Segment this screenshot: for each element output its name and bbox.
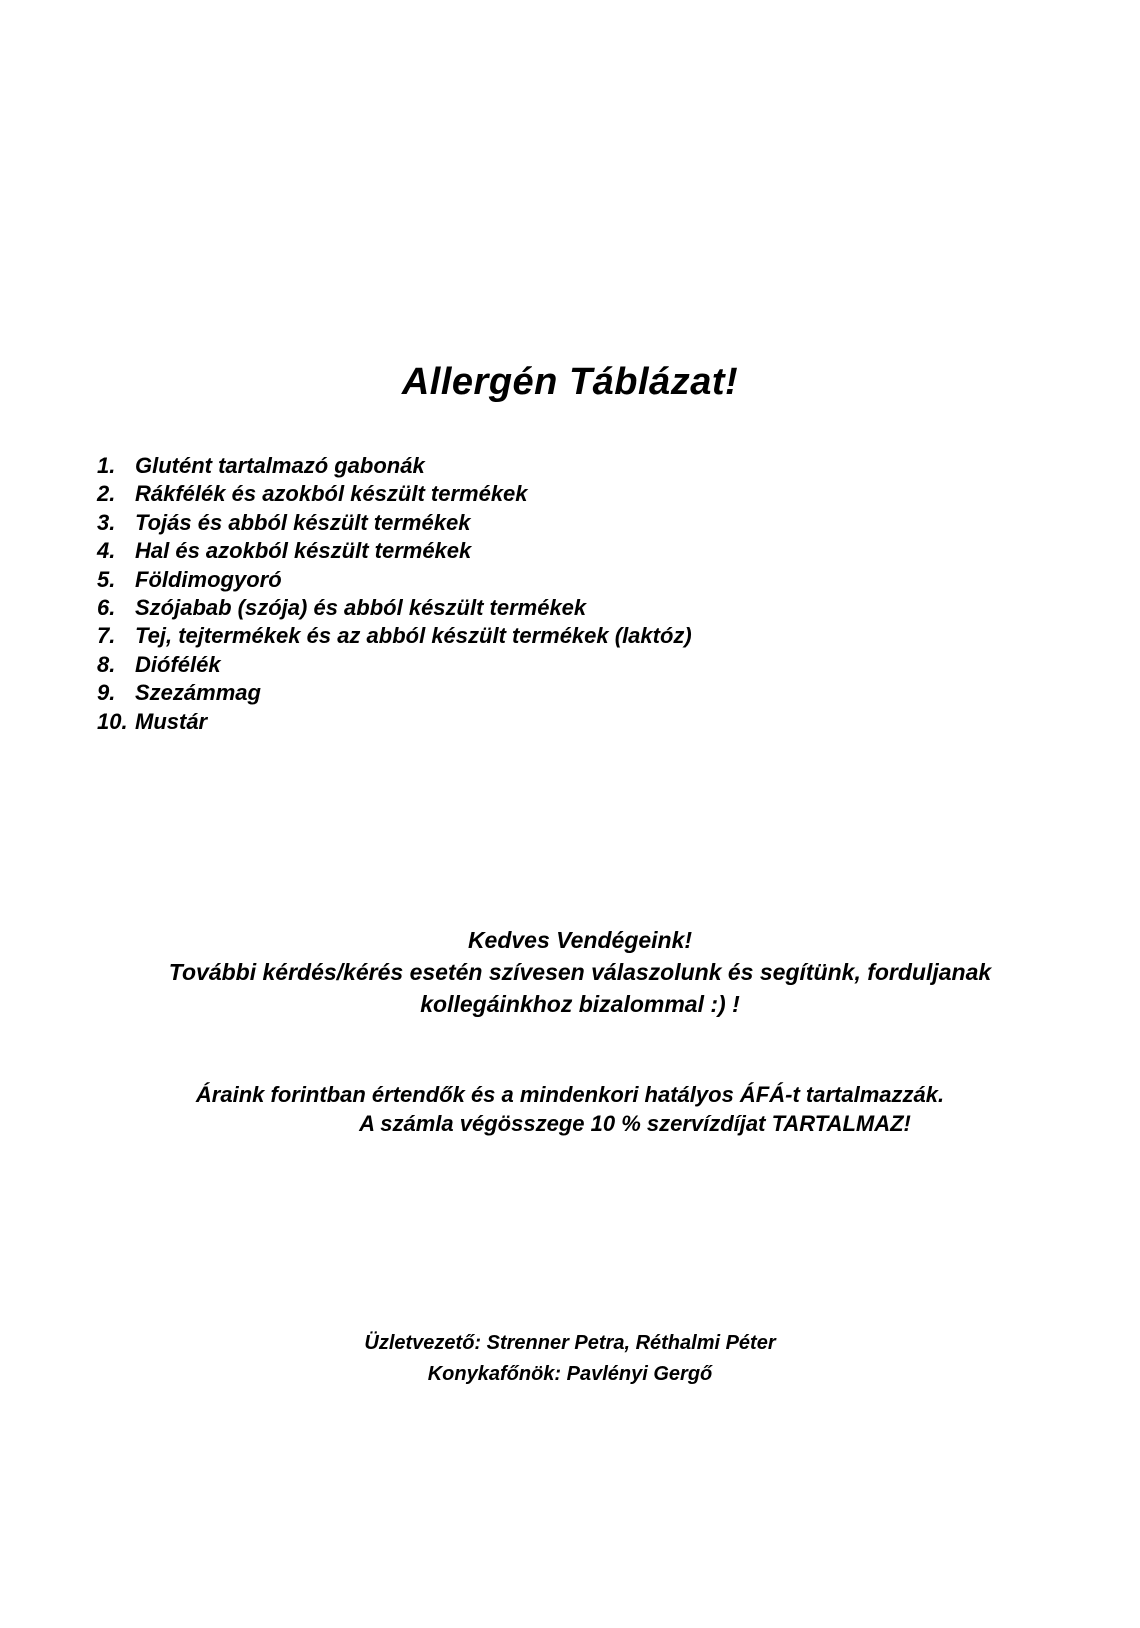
pricing-note-line: A számla végösszege 10 % szervízdíjat TARTALMAZ! xyxy=(359,1111,911,1136)
list-item xyxy=(97,509,857,537)
list-item xyxy=(97,708,857,736)
page-title: Allergén Táblázat! xyxy=(401,361,739,403)
list-item-number: 5. xyxy=(97,566,116,592)
list-item xyxy=(97,452,857,480)
staff-manager-line: Üzletvezető: Strenner Petra, Réthalmi Péter xyxy=(364,1332,776,1354)
staff-note xyxy=(0,1328,1140,1390)
staff-chef-line: Konykafőnök: Pavlényi Gergő xyxy=(427,1363,713,1385)
guest-note-line: kollegáinkhoz bizalommal :) ! xyxy=(420,991,740,1017)
list-item-number: 6. xyxy=(97,595,116,621)
list-item-label: Szójabab (szója) és abból készült termékek xyxy=(135,595,587,621)
list-item-number: 2. xyxy=(97,481,116,507)
pricing-note xyxy=(0,1080,1140,1138)
list-item-label: Szezámmag xyxy=(135,680,261,706)
list-item xyxy=(97,622,857,650)
list-item-label: Diófélék xyxy=(135,651,221,677)
list-item-label: Tojás és abból készült termékek xyxy=(135,509,471,535)
list-item-number: 3. xyxy=(97,509,116,535)
list-item-label: Földimogyoró xyxy=(135,566,282,592)
list-item-label: Hal és azokból készült termékek xyxy=(135,538,472,564)
guest-note xyxy=(20,924,1140,1020)
list-item-label: Rákfélék és azokból készült termékek xyxy=(135,481,528,507)
list-item xyxy=(97,480,857,508)
list-item xyxy=(97,679,857,707)
list-item xyxy=(97,651,857,679)
list-item xyxy=(97,594,857,622)
list-item-number: 4. xyxy=(97,538,116,564)
list-item-number: 7. xyxy=(97,623,116,649)
pricing-note-line: Áraink forintban értendők és a mindenkori hatályos ÁFÁ-t tartalmazzák. xyxy=(195,1082,945,1107)
list-item-label: Tej, tejtermékek és az abból készült termékek (laktóz) xyxy=(135,623,692,649)
list-item-number: 1. xyxy=(97,453,116,478)
guest-note-heading: Kedves Vendégeink! xyxy=(467,927,693,953)
list-item-label: Mustár xyxy=(135,708,208,734)
list-item xyxy=(97,566,857,594)
list-item-number: 10. xyxy=(97,708,128,734)
list-item-number: 8. xyxy=(97,651,116,677)
guest-note-line: További kérdés/kérés esetén szívesen válaszolunk és segítünk, forduljanak xyxy=(168,959,992,985)
list-item-number: 9. xyxy=(97,680,116,706)
list-item-label: Glutént tartalmazó gabonák xyxy=(135,453,425,478)
allergen-list xyxy=(97,452,857,736)
list-item xyxy=(97,537,857,565)
